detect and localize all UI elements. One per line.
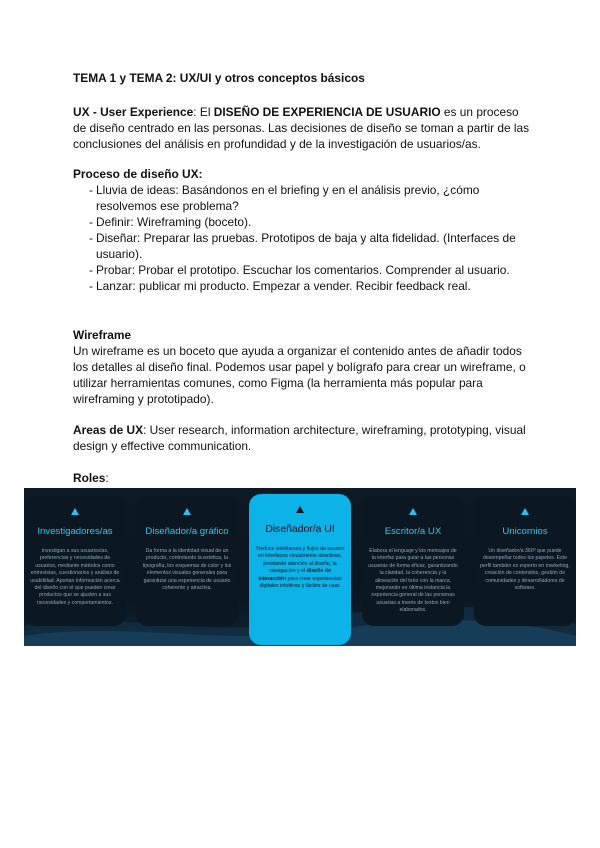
roles-heading	[73, 470, 533, 486]
roles-infographic	[24, 488, 576, 646]
process-item-ideas: - Lluvia de ideas: Basándonos en el briefing y en el análisis previo, ¿cómo resolvemos ese problema?	[73, 182, 523, 214]
ux-emphasis: DISEÑO DE EXPERIENCIA DE USUARIO	[213, 105, 441, 119]
roles-label: Roles	[73, 471, 106, 485]
role-title: Diseñador/a gráfico	[145, 526, 229, 537]
role-title: Unicornios	[502, 526, 548, 537]
wireframe-heading: Wireframe	[73, 328, 132, 342]
role-title: Investigadores/as	[37, 526, 113, 537]
triangle-icon	[521, 508, 529, 515]
role-card-ui-designer	[249, 494, 351, 645]
role-description: Da forma a la identidad visual de un producto, controlando la estética, la tipografía, los esquemas de color y los elementos visuales generales para garantizar una experiencia de usuario coherente y atractiva.	[142, 548, 232, 592]
role-description: Un diseñador/a 360º que puede desempeñar todos los papeles. Este perfil también es experto en marketing, creación de contenidos, gestión de comunidades y desarrolladores de software.	[480, 548, 570, 592]
process-item-design: - Diseñar: Preparar las pruebas. Prototipos de baja y alta fidelidad. (Interfaces de usuario).	[73, 230, 523, 262]
role-description-emphasis: diseño de interacción	[258, 568, 331, 582]
role-title: Escritor/a UX	[384, 526, 442, 537]
role-description: Investigan a sus usuarios/as, preferencias y necesidades de usuarios, mediante métodos como entrevistas, cuestionarios y análisis de usabilidad. Aportan información acerca del diseño con el que pueden crear productos que se ajusten a sus necesidades y comportamientos.	[30, 548, 120, 606]
role-card-graphic-designer	[136, 496, 238, 626]
areas-text: : User research, information architecture, wireframing, prototyping, visual design y effective communication.	[73, 423, 526, 453]
ux-definition-paragraph	[73, 104, 533, 152]
triangle-icon	[71, 508, 79, 515]
ux-colon: : El	[193, 105, 214, 119]
triangle-icon	[409, 508, 417, 515]
role-card-researcher	[24, 496, 126, 626]
triangle-icon	[296, 506, 304, 513]
document-title: TEMA 1 y TEMA 2: UX/UI y otros conceptos básicos	[73, 71, 365, 85]
role-card-unicorn	[474, 496, 576, 626]
triangle-icon	[183, 508, 191, 515]
process-heading: Proceso de diseño UX:	[73, 167, 203, 181]
roles-colon: :	[105, 471, 109, 485]
role-title: Diseñador/a UI	[265, 524, 335, 535]
areas-paragraph	[73, 422, 533, 454]
role-description-part: Traduce wireframes y flujos de usuario en interfaces visualmente atractivas, prestando atención al diseño, la navegación y el	[255, 546, 345, 575]
ux-definition-text: es un proceso de diseño centrado en las personas. Las decisiones de diseño se toman a partir de las conclusiones del análisis en profundidad y de la investigación de usuarios/as.	[73, 105, 530, 151]
role-description-part: para crear experiencias digitales intuitivas y fáciles de usar.	[259, 575, 342, 590]
role-card-ux-writer	[362, 496, 464, 626]
ux-label: UX - User Experience	[73, 105, 194, 119]
role-description	[255, 546, 345, 590]
process-item-launch: - Lanzar: publicar mi producto. Empezar a vender. Recibir feedback real.	[73, 278, 523, 294]
process-list	[73, 182, 523, 294]
areas-label: Areas de UX	[73, 423, 144, 437]
wireframe-paragraph: Un wireframe es un boceto que ayuda a organizar el contenido antes de añadir todos los detalles al diseño final. Podemos usar papel y bolígrafo para crear un wireframe, o utilizar herramientas comunes, como Figma (la herramienta más popular para wireframing y prototipado).	[73, 344, 526, 406]
process-item-define: - Definir: Wireframing (boceto).	[73, 214, 523, 230]
process-item-test: - Probar: Probar el prototipo. Escuchar los comentarios. Comprender al usuario.	[73, 262, 523, 278]
role-description: Elabora el lenguaje y los mensajes de la interfaz para guiar a las personas usuarias de forma eficaz, garantizando la claridad, la coherencia y la alineación del tono con la marca, mejorando en última instancia la experiencia general de las personas usuarias a través de textos bien elaborados.	[368, 548, 458, 614]
